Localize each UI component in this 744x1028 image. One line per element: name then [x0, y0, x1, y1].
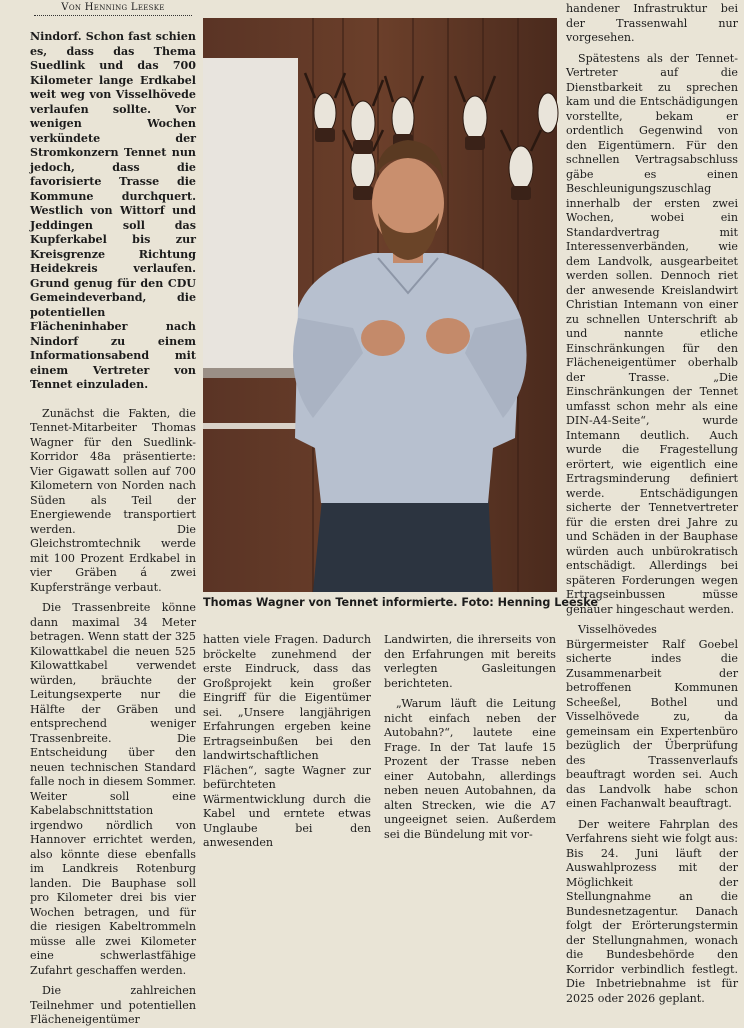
body-paragraph: handener Infrastruktur bei der Trassenwahl nur vorgesehen.	[566, 2, 738, 44]
body-paragraph: Die Trassenbreite könne dann maximal 34 Meter betragen. Wenn statt der 325 Kilowattkabel die neuen 525 Kilowattkabel verwendet würden, bräuchte der Leitungsexperte nur die Hälfte der Gräben und entsprechend weniger Trassenbreite. Die Entscheidung über den neuen technischen Standard falle noch in diesem Sommer. Weiter soll eine Kabelabschnittstation irgendwo nördlich von Hannover errichtet werden, also könnte diese ebenfalls im Landkreis Rotenburg landen. Die Bauphase soll pro Kilometer drei bis vier Wochen betragen, und für die riesigen Kabeltrommeln müsse alle zwei Kilometer eine schwerlastfähige Zufahrt geschaffen werden.	[30, 601, 196, 977]
body-paragraph: „Warum läuft die Leitung nicht einfach neben der Autobahn?“, lautete eine Frage. In der Tat laufe 15 Prozent der Trasse neben einer Autobahn, allerdings neben neuen Autobahnen, da alten Strecken, wie die A7 ungeeignet seien. Außerdem sei die Bündelung mit vor-	[384, 697, 556, 841]
body-paragraph: hatten viele Fragen. Dadurch bröckelte zunehmend der erste Eindruck, dass das Großprojekt kein großer Eingriff für die Eigentümer sei. „Unsere langjährigen Erfahrungen ergeben keine Ertragseinbußen bei den landwirtschaftlichen Flächen“, sagte Wagner zur befürchteten Wärmentwicklung durch die Kabel und erntete etwas Unglaube bei den anwesenden	[203, 633, 371, 849]
body-paragraph: Landwirten, die ihrerseits von den Erfahrungen mit bereits verlegten Gasleitungen berichteten.	[384, 633, 556, 690]
body-paragraph: Die zahlreichen Teilnehmer und potentiellen Flächeneigentümer	[30, 984, 196, 1026]
article-column-4	[566, 2, 738, 1005]
body-paragraph: Visselhövedes Bürgermeister Ralf Goebel sicherte indes die Zusammenarbeit der betroffenen Kommunen Scheeßel, Bothel und Visselhövede zu, da gemeinsam ein Expertenbüro bezüglich der Überprüfung des Trassenverlaufs beauftragt worden sei. Auch das Landvolk habe schon einen Fachanwalt beauftragt.	[566, 623, 738, 810]
body-paragraph: Der weitere Fahrplan des Verfahrens sieht wie folgt aus: Bis 24. Juni läuft der Auswahlprozess mit der Möglichkeit der Stellungnahme an die Bundesnetzagentur. Danach folgt der Erörterungstermin der Stellungnahmen, wonach die Bundesbehörde den Korridor verbindlich festlegt. Die Inbetriebnahme ist für 2025 oder 2026 geplant.	[566, 817, 738, 1005]
body-paragraph: Spätestens als der Tennet-Vertreter auf die Dienstbarkeit zu sprechen kam und die Entschädigungen vorstellte, bekam er ordentlich Gegenwind von den Eigentümern. Für den schnellen Vertragsabschluss gäbe es einen Beschleunigungszuschlag innerhalb der ersten zwei Wochen, wobei ein Standardvertrag mit Interessenverbänden, wie dem Landvolk, ausgearbeitet werden sollen. Dennoch riet der anwesende Kreislandwirt Christian Intemann von einer zu schnellen Unterschrift ab und nannte etliche Einschränkungen für den Flächeneigentümer oberhalb der Trasse. „Die Einschränkungen der Tennet umfasst schon mehr als eine DIN-A4-Seite“, wurde Intemann deutlich. Auch wurde die Fragestellung erörtert, wie eigentlich eine Ertragsminderung definiert werde. Entschädigungen sicherte der Tennetvertreter für die ersten drei Jahre zu und Schäden in der Bauphase würden auch unbürokratisch entschädigt. Allerdings bei späteren Forderungen wegen Ertragseinbussen müsse genauer hingeschaut werden.	[566, 51, 738, 616]
byline: Von Henning Leeske	[34, 2, 192, 16]
article-column-2	[203, 633, 371, 849]
lead-paragraph: Nindorf. Schon fast schien es, dass das Thema Suedlink und das 700 Kilometer lange Erdkabel weit weg von Visselhövede verlaufen sollte. Vor wenigen Wochen verkündete der Stromkonzern Tennet nun jedoch, dass die favorisierte Trasse die Kommune durchquert. Westlich von Wittorf und Jeddingen soll das Kupferkabel bis zur Kreisgrenze Richtung Heidekreis verlaufen. Grund genug für den CDU Gemeindeverband, die potentiellen Flächeninhaber nach Nindorf zu einem Informationsabend mit einem Vertreter von Tennet einzuladen.	[30, 30, 196, 391]
photo-caption: Thomas Wagner von Tennet informierte. Foto: Henning Leeske	[203, 596, 598, 609]
article-column-1	[30, 30, 196, 1026]
article-photo	[203, 18, 557, 592]
article-column-3	[384, 633, 556, 841]
photo-illustration	[203, 18, 557, 592]
body-paragraph: Zunächst die Fakten, die Tennet-Mitarbeiter Thomas Wagner für den Suedlink-Korridor 48a präsentierte: Vier Gigawatt sollen auf 700 Kilometern von Norden nach Süden als Teil der Energiewende transportiert werden. Die Gleichstromtechnik werde mit 100 Prozent Erdkabel in vier Gräben á zwei Kupferstränge verbaut.	[30, 406, 196, 594]
